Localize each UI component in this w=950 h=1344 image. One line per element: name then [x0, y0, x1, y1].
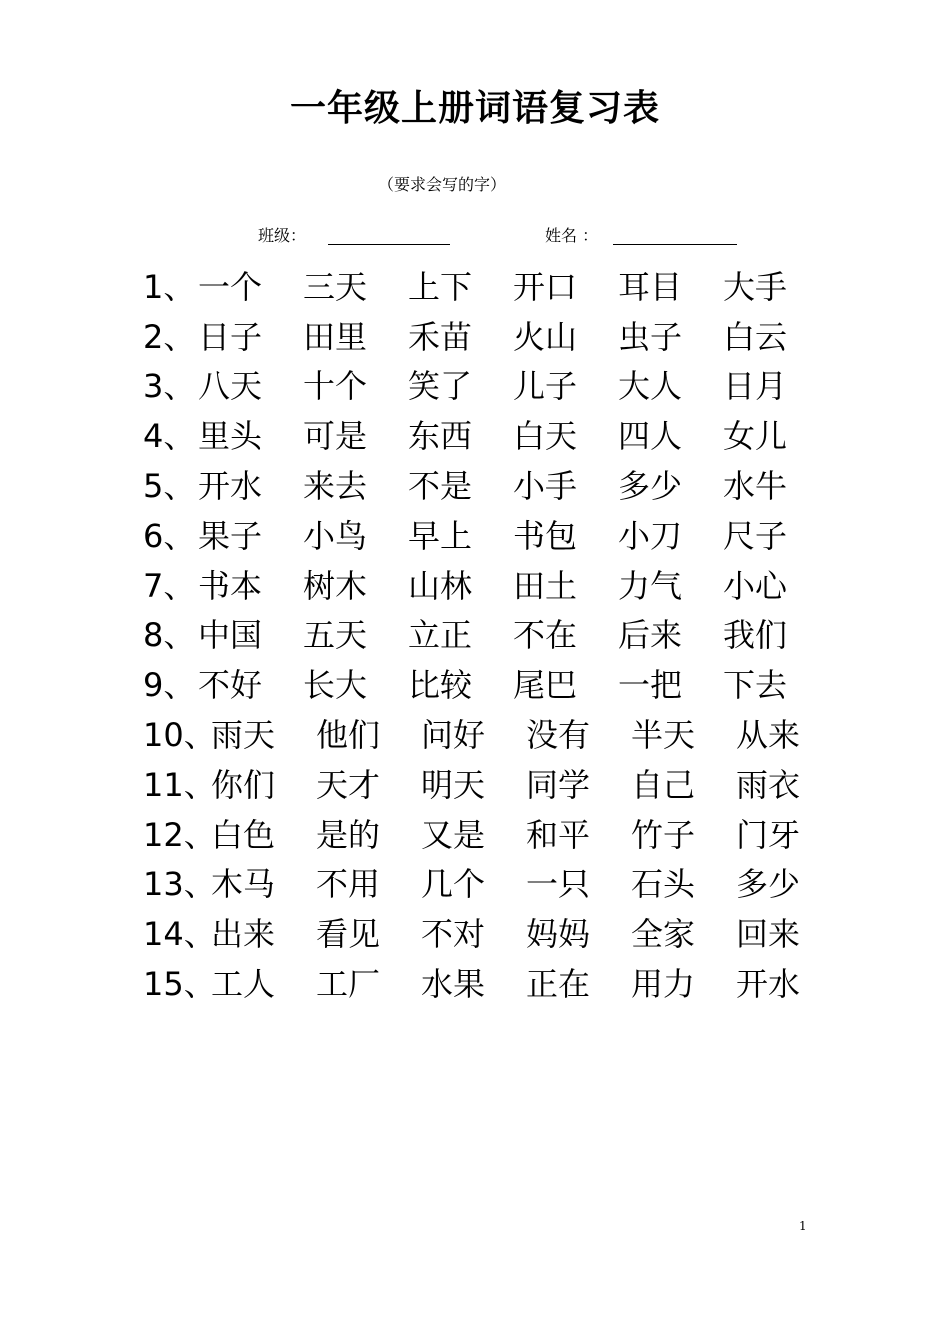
word-row — [143, 710, 800, 760]
vocab-word: 比较 — [408, 666, 473, 705]
page-title: 一年级上册词语复习表 — [289, 87, 660, 129]
word-row — [143, 262, 800, 312]
vocab-word: 同学 — [526, 765, 591, 804]
vocab-word: 里头 — [198, 417, 263, 456]
vocab-word: 多少 — [736, 865, 801, 904]
vocab-word: 田土 — [513, 566, 578, 605]
page-number: 1 — [799, 1219, 807, 1233]
vocab-word: 没有 — [526, 716, 591, 755]
row-number: 1、 — [143, 267, 196, 306]
vocab-word: 山林 — [408, 566, 473, 605]
vocab-word: 开口 — [513, 267, 578, 306]
vocab-word: 大手 — [723, 267, 788, 306]
row-number: 10、 — [143, 716, 216, 755]
subtitle: （要求会写的字） — [378, 175, 507, 194]
row-number: 6、 — [143, 516, 196, 555]
vocab-word: 火山 — [513, 317, 578, 356]
vocab-word: 看见 — [316, 915, 381, 954]
word-row — [143, 511, 800, 561]
vocab-word: 不好 — [198, 666, 263, 705]
vocab-word: 又是 — [421, 815, 486, 854]
vocab-word: 小手 — [513, 467, 578, 506]
vocab-word: 出来 — [211, 915, 276, 954]
row-number: 7、 — [143, 566, 196, 605]
vocab-word: 我们 — [723, 616, 788, 655]
row-number: 8、 — [143, 616, 196, 655]
vocab-word: 正在 — [526, 965, 591, 1004]
word-row — [143, 810, 800, 860]
vocab-word: 用力 — [631, 965, 696, 1004]
vocab-word: 来去 — [303, 467, 368, 506]
row-number: 13、 — [143, 865, 216, 904]
name-label: 姓名 ： — [545, 226, 599, 245]
vocab-word: 儿子 — [513, 367, 578, 406]
word-list — [143, 262, 800, 1009]
row-number: 3、 — [143, 367, 196, 406]
vocab-word: 开水 — [198, 467, 263, 506]
vocab-word: 女儿 — [723, 417, 788, 456]
vocab-word: 不在 — [513, 616, 578, 655]
vocab-word: 妈妈 — [526, 915, 591, 954]
row-number: 15、 — [143, 965, 216, 1004]
vocab-word: 长大 — [303, 666, 368, 705]
vocab-word: 树木 — [303, 566, 368, 605]
vocab-word: 中国 — [198, 616, 263, 655]
vocab-word: 问好 — [421, 716, 486, 755]
vocab-word: 一把 — [618, 666, 683, 705]
vocab-word: 五天 — [303, 616, 368, 655]
vocab-word: 白色 — [211, 815, 276, 854]
vocab-word: 竹子 — [631, 815, 696, 854]
vocab-word: 不是 — [408, 467, 473, 506]
vocab-word: 小刀 — [618, 516, 683, 555]
vocab-word: 白云 — [723, 317, 788, 356]
row-number: 5、 — [143, 467, 196, 506]
vocab-word: 全家 — [631, 915, 696, 954]
vocab-word: 后来 — [618, 616, 683, 655]
vocab-word: 上下 — [408, 267, 473, 306]
vocab-word: 立正 — [408, 616, 473, 655]
row-number: 9、 — [143, 666, 196, 705]
vocab-word: 门牙 — [736, 815, 801, 854]
class-blank-line — [328, 244, 450, 245]
word-row — [143, 959, 800, 1009]
vocab-word: 尺子 — [723, 516, 788, 555]
vocab-word: 水果 — [421, 965, 486, 1004]
vocab-word: 尾巴 — [513, 666, 578, 705]
row-number: 4、 — [143, 417, 196, 456]
class-label: 班级： — [258, 226, 307, 245]
vocab-word: 和平 — [526, 815, 591, 854]
word-row — [143, 362, 800, 412]
word-row — [143, 909, 800, 959]
vocab-word: 大人 — [618, 367, 683, 406]
word-row — [143, 660, 800, 710]
vocab-word: 石头 — [631, 865, 696, 904]
word-row — [143, 860, 800, 910]
vocab-word: 他们 — [316, 716, 381, 755]
vocab-word: 是的 — [316, 815, 381, 854]
vocab-word: 雨天 — [211, 716, 276, 755]
vocab-word: 日子 — [198, 317, 263, 356]
row-number: 12、 — [143, 815, 216, 854]
word-row — [143, 411, 800, 461]
vocab-word: 开水 — [736, 965, 801, 1004]
vocab-word: 十个 — [303, 367, 368, 406]
vocab-word: 果子 — [198, 516, 263, 555]
vocab-word: 半天 — [631, 716, 696, 755]
word-row — [143, 561, 800, 611]
vocab-word: 力气 — [618, 566, 683, 605]
vocab-word: 工厂 — [316, 965, 381, 1004]
vocab-word: 自己 — [631, 765, 696, 804]
vocab-word: 天才 — [316, 765, 381, 804]
vocab-word: 从来 — [736, 716, 801, 755]
vocab-word: 禾苗 — [408, 317, 473, 356]
vocab-word: 耳目 — [618, 267, 683, 306]
row-number: 14、 — [143, 915, 216, 954]
word-row — [143, 461, 800, 511]
vocab-word: 雨衣 — [736, 765, 801, 804]
vocab-word: 白天 — [513, 417, 578, 456]
vocab-word: 可是 — [303, 417, 368, 456]
name-blank-line — [613, 244, 737, 245]
vocab-word: 书包 — [513, 516, 578, 555]
vocab-word: 不用 — [316, 865, 381, 904]
vocab-word: 东西 — [408, 417, 473, 456]
vocab-word: 田里 — [303, 317, 368, 356]
vocab-word: 早上 — [408, 516, 473, 555]
row-number: 2、 — [143, 317, 196, 356]
word-row — [143, 312, 800, 362]
vocab-word: 笑了 — [408, 367, 473, 406]
vocab-word: 小心 — [723, 566, 788, 605]
vocab-word: 四人 — [618, 417, 683, 456]
word-row — [143, 760, 800, 810]
vocab-word: 不对 — [421, 915, 486, 954]
vocab-word: 书本 — [198, 566, 263, 605]
vocab-word: 水牛 — [723, 467, 788, 506]
vocab-word: 几个 — [421, 865, 486, 904]
vocab-word: 工人 — [211, 965, 276, 1004]
vocab-word: 八天 — [198, 367, 263, 406]
vocab-word: 一个 — [198, 267, 263, 306]
vocab-word: 回来 — [736, 915, 801, 954]
vocab-word: 下去 — [723, 666, 788, 705]
row-number: 11、 — [143, 765, 216, 804]
vocab-word: 明天 — [421, 765, 486, 804]
vocab-word: 木马 — [211, 865, 276, 904]
vocab-word: 一只 — [526, 865, 591, 904]
vocab-word: 虫子 — [618, 317, 683, 356]
vocab-word: 你们 — [211, 765, 276, 804]
word-row — [143, 611, 800, 661]
vocab-word: 三天 — [303, 267, 368, 306]
vocab-word: 小鸟 — [303, 516, 368, 555]
vocab-word: 多少 — [618, 467, 683, 506]
vocab-word: 日月 — [723, 367, 788, 406]
